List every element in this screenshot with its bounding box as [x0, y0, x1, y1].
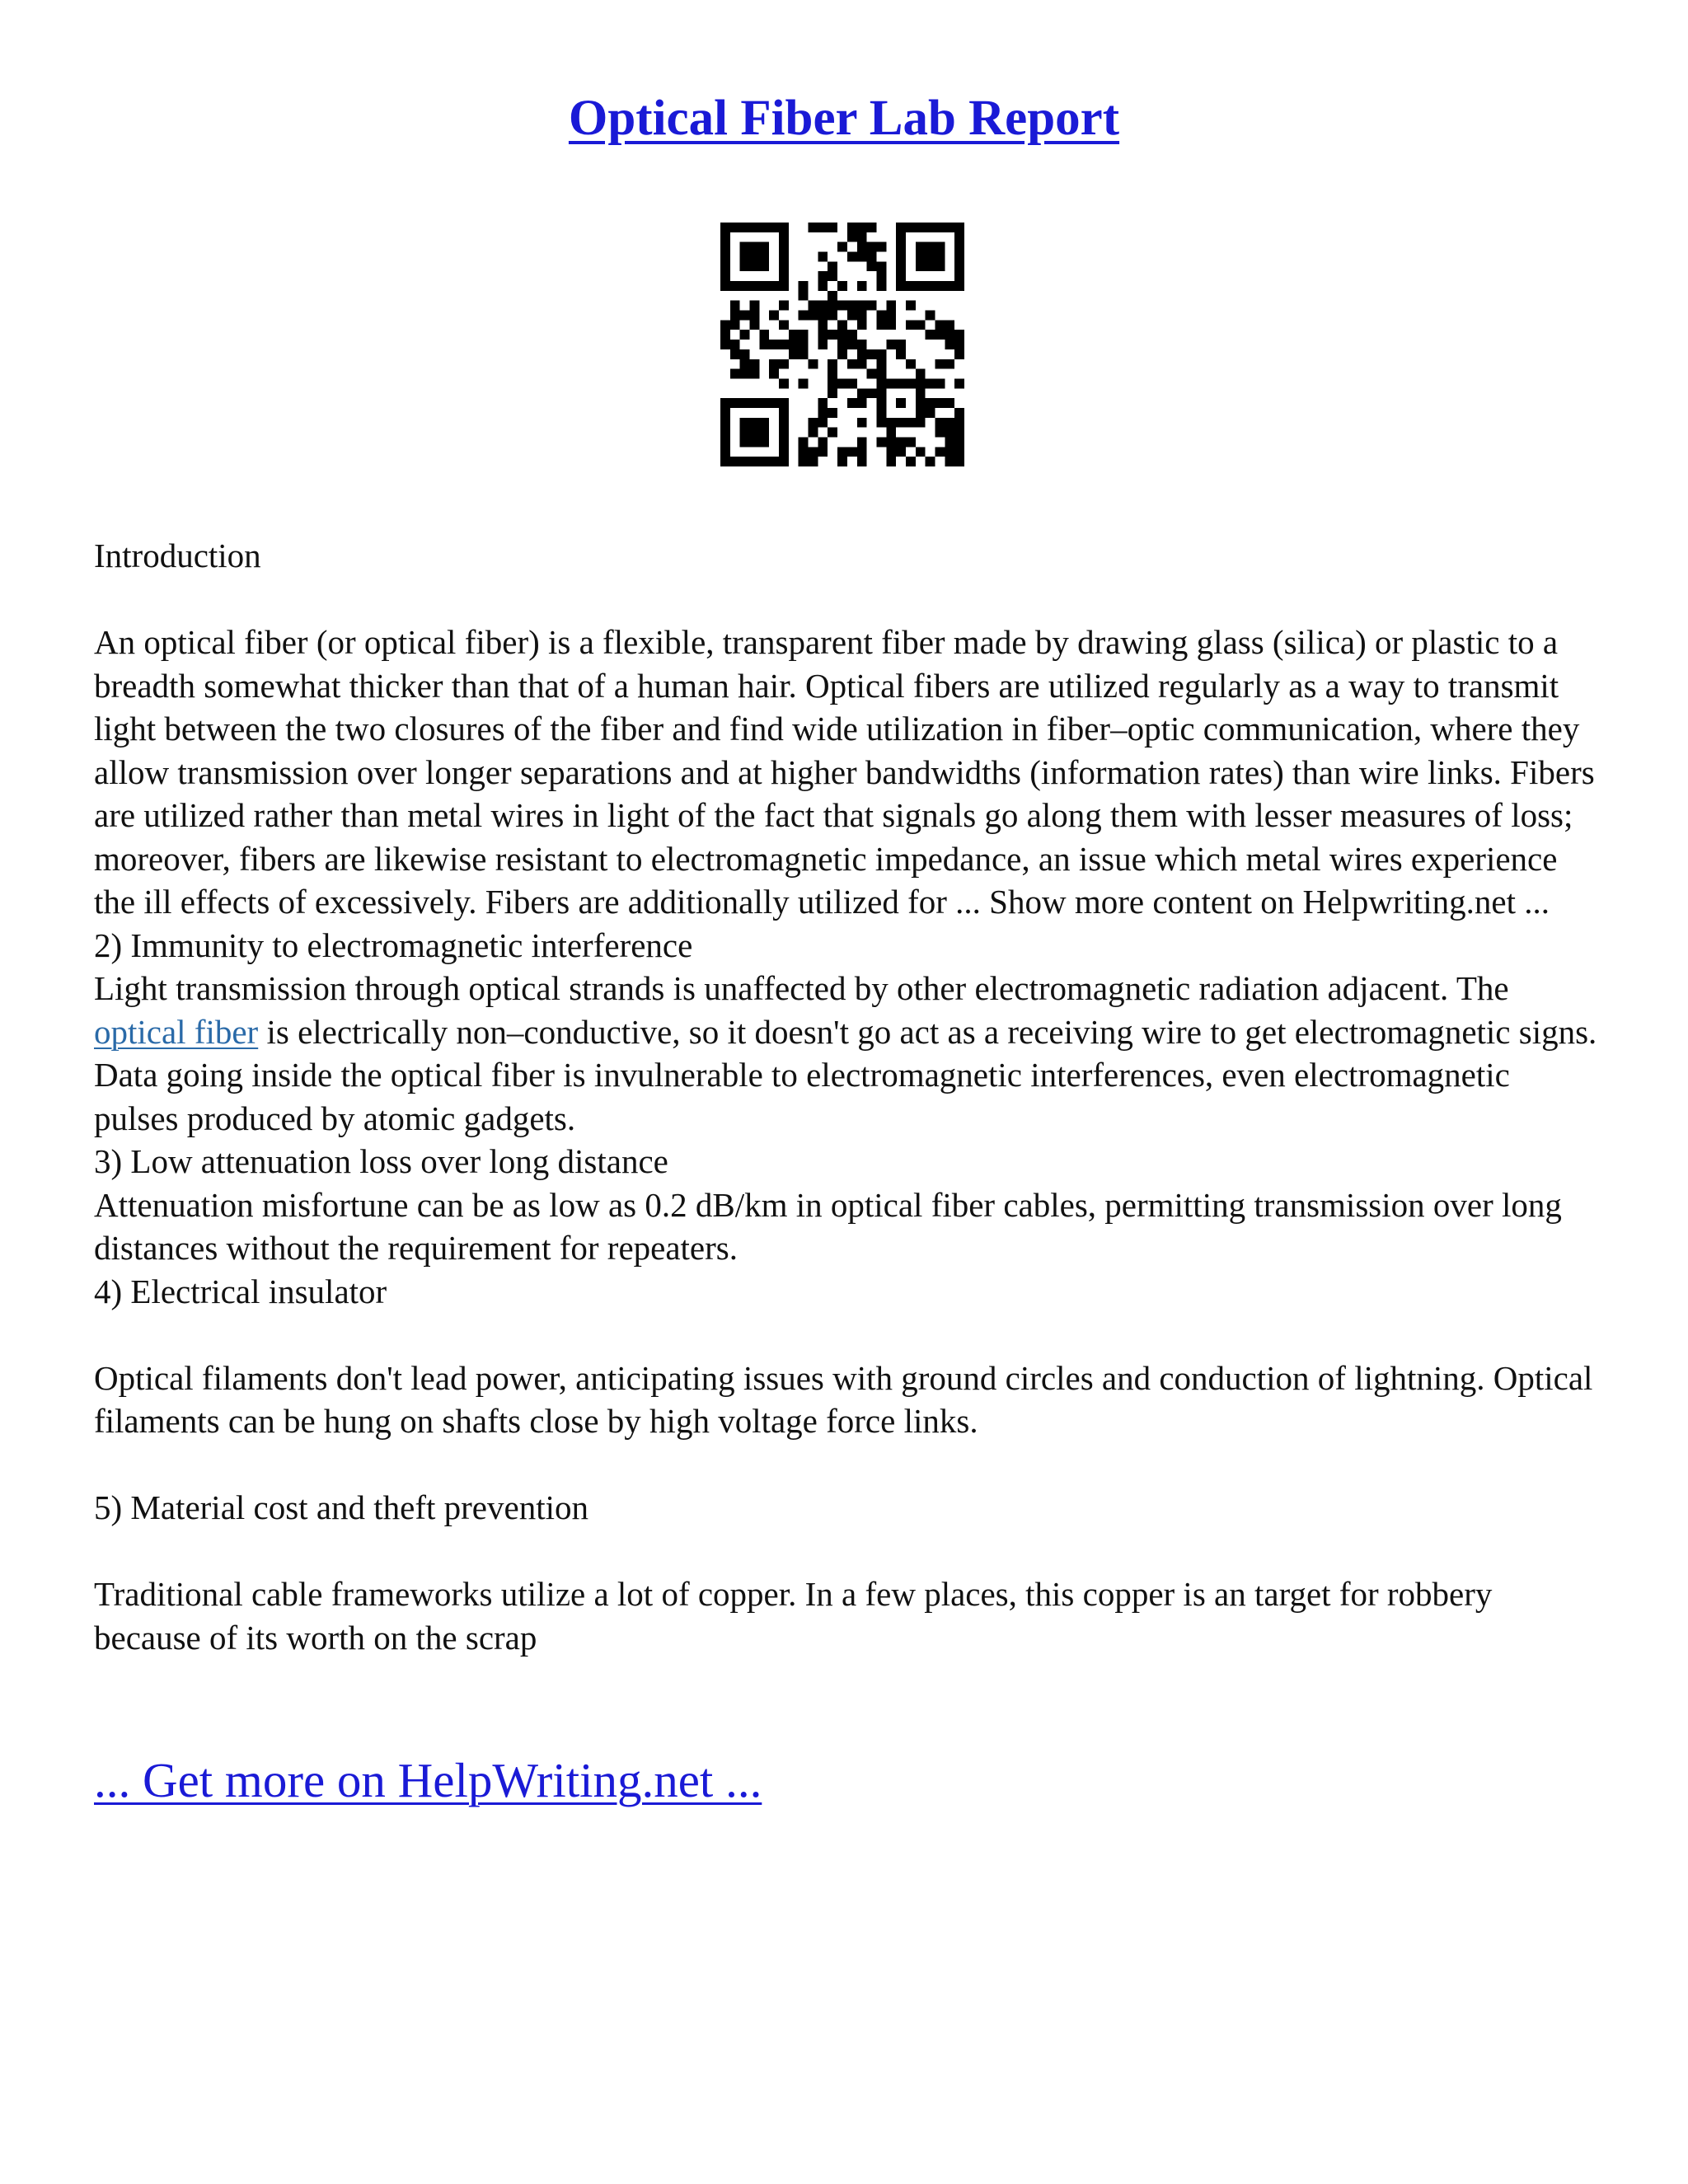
item4-heading: 4) Electrical insulator — [94, 1272, 387, 1310]
get-more-section — [94, 1749, 762, 1811]
qr-code-icon — [720, 223, 964, 466]
intro-paragraph: An optical fiber (or optical fiber) is a flexible, transparent fiber made by drawing glass (silica) or plastic to a breadth somewhat thicker than that of a human hair. Optical fibers are utilized regularly as a way to transmit light between the two closures of the fiber and find wide utilization in fiber–optic communication, where they allow transmission over longer separations and at higher bandwidths (information rates) than wire links. Fibers are utilized rather than metal wires in light of the fact that signals go along them with lesser measures of loss; moreover, fibers are likewise resistant to electromagnetic impedance, an issue which metal wires experience the ill effects of excessively. Fibers are additionally utilized for ... Show more content on Helpwriting.net ... — [94, 623, 1595, 921]
item3-heading: 3) Low attenuation loss over long distance — [94, 1142, 668, 1180]
title-link[interactable]: Optical Fiber Lab Report — [568, 91, 1120, 146]
get-more-link[interactable]: ... Get more on HelpWriting.net ... — [94, 1753, 762, 1807]
item2-heading: 2) Immunity to electromagnetic interference — [94, 926, 693, 964]
item2-text-end: is electrically non–conductive, so it doesn't go act as a receiving wire to get electromagnetic signs. Data going inside the optical fiber is invulnerable to electromagnetic interferences, even electromagnetic pulses produced by atomic gadgets. — [94, 1012, 1597, 1137]
item3-paragraph: Attenuation misfortune can be as low as 0.2 dB/km in optical fiber cables, permitting transmission over long distances without the requirement for repeaters. — [94, 1185, 1562, 1267]
item5-paragraph: Traditional cable frameworks utilize a lot of copper. In a few places, this copper is an target for robbery because of its worth on the scrap — [94, 1575, 1493, 1657]
report-body — [94, 534, 1602, 1659]
optical-fiber-link[interactable]: optical fiber — [94, 1012, 259, 1051]
page-title — [0, 86, 1688, 152]
item2-text-start: Light transmission through optical strands is unaffected by other electromagnetic radiation adjacent. The — [94, 969, 1509, 1007]
intro-heading: Introduction — [94, 537, 261, 574]
item4-paragraph: Optical filaments don't lead power, anticipating issues with ground circles and conduction of lightning. Optical filaments can be hung on shafts close by high voltage force links. — [94, 1358, 1593, 1440]
item5-heading: 5) Material cost and theft prevention — [94, 1488, 588, 1526]
item2-paragraph — [94, 967, 1602, 1140]
